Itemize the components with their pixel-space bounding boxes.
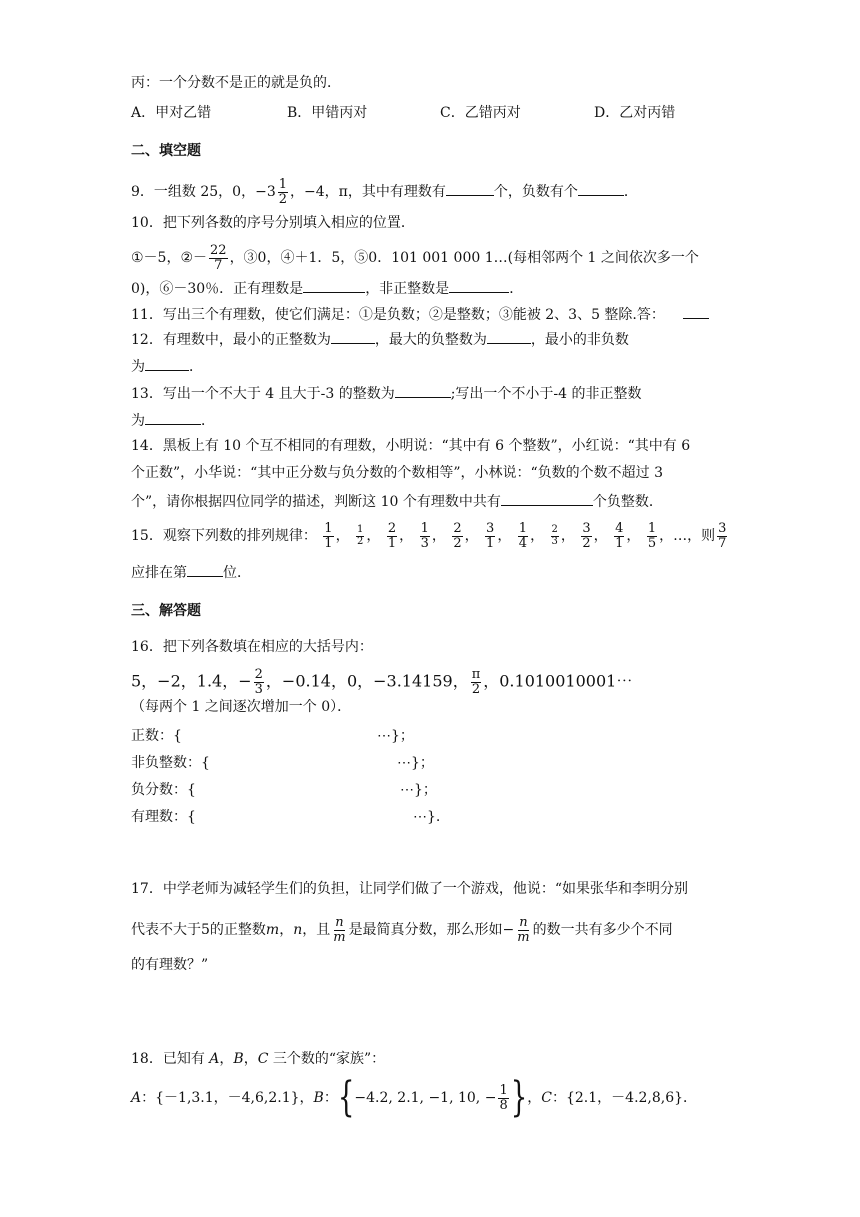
fraction: $\frac{1}{5}$ [647, 521, 657, 551]
question-16-numbers: 5，−2，1.4，− $\frac{2}{3}$ ，−0.14̇，0，−3.14159， $\frac{\pi}{2}$ ，0.1010010001⋯ [131, 667, 633, 697]
fraction: $\frac{2}{3}$ [551, 524, 558, 547]
question-18-sets: A：{－1,3.1，－4,6,2.1}，B：{−4.2, 2.1, −1, 10, − $\frac{1}{8}$ }，C：{2.1，－4.2,8,6}． [131, 1074, 698, 1123]
fraction: $\frac{2}{1}$ [387, 521, 397, 551]
fraction: $\frac{1}{2}$ [278, 177, 288, 207]
fraction: $\frac{3}{1}$ [486, 521, 495, 551]
question-17-line: 的有理数？” [131, 957, 209, 973]
section-heading: 二、填空题 [131, 143, 201, 159]
question-11: 11．写出三个有理数，使它们满足：①是负数；②是整数；③能被 2、3、5 整除.答： [131, 306, 709, 322]
set-row-neg-fraction: 负分数：{ [131, 782, 196, 798]
text-line: 丙：一个分数不是正的就是负的． [131, 75, 341, 91]
question-14-line: 个正数”，小华说：“其中正分数与负分数的个数相等”，小林说：“负数的个数不超过 3 [131, 465, 663, 481]
option-a: A．甲对乙错 [131, 105, 212, 121]
question-17-line: 17．中学老师为减轻学生们的负担，让同学们做了一个游戏，他说：“如果张华和李明分别 [131, 881, 688, 897]
question-18-line: 18．已知有 A，B，C 三个数的“家族”： [131, 1051, 386, 1067]
question-10-line: 0)，⑥－30％．正有理数是 ，非正整数是 ． [131, 281, 524, 297]
set-row-nonneg-int: 非负整数：{ [131, 755, 210, 771]
question-17-line: 代表不大于5的正整数m，n，且 $\frac{n}{m}$ 是最简真分数，那么形如− $\frac{n}{m}$ 的数一共有多少个不同 [131, 915, 673, 945]
fraction: $\frac{2}{2}$ [453, 521, 462, 551]
question-10-line: ①－5，②－ $\frac{22}{7}$ ，③0，④＋1．5，⑤0．101 001 000 1…(每相邻两个 1 之间依次多一个 [131, 243, 699, 273]
question-13-line: 为 ． [131, 413, 215, 429]
question-10-line: 10．把下列各数的序号分别填入相应的位置． [131, 215, 415, 231]
set-row-end: ⋯}； [397, 755, 434, 771]
fraction: $\frac{4}{1}$ [615, 521, 624, 551]
set-row-end: ⋯}； [400, 782, 437, 798]
set-row-rational: 有理数：{ [131, 809, 196, 825]
set-row-end: ⋯}. [413, 809, 441, 825]
question-15-line: 15．观察下列数的排列规律： $\frac{1}{1}$ ， $\frac{1}{2}$ ， $\frac{2}{1}$ ， $\frac{1}{3}$ ， $\frac{2}{2}$ ， $\frac{3}{1}$ ， $\frac{1}{4}$ ， $\frac{2}{3}$ ， $\frac{3}{2}$ ， $\frac{4}{1}$ ， $\frac{1}{5}$ ，…，则 $\frac{3}{7}$ [131, 521, 727, 551]
question-15-line: 应排在第 位． [131, 565, 251, 581]
set-row-positive: 正数：{ [131, 728, 182, 744]
question-16-note: （每两个 1 之间逐次增加一个 0）． [131, 699, 352, 715]
set-row-end: ⋯}； [377, 728, 414, 744]
section-heading: 三、解答题 [131, 603, 201, 619]
fraction: $\frac{1}{1}$ [324, 521, 333, 551]
option-b: B．甲错丙对 [287, 105, 368, 121]
fraction: $\frac{1}{2}$ [357, 524, 364, 547]
question-14-line: 个”，请你根据四位同学的描述，判断这 10 个有理数中共有 个负整数． [131, 494, 663, 510]
question-12-line: 12．有理数中，最小的正整数为 ，最大的负整数为 ，最小的非负数 [131, 332, 629, 348]
fraction: $\frac{1}{4}$ [518, 521, 528, 551]
fraction: $\frac{3}{2}$ [582, 521, 591, 551]
option-c: C．乙错丙对 [440, 105, 521, 121]
fraction: $\frac{1}{3}$ [420, 521, 429, 551]
question-14-line: 14．黑板上有 10 个互不相同的有理数，小明说：“其中有 6 个整数”，小红说：“其中有 6 [131, 438, 691, 454]
question-13-line: 13．写出一个不大于 4 且大于-3 的整数为 ;写出一个不小于-4 的非正整数 [131, 386, 642, 402]
option-d: D．乙对丙错 [594, 105, 676, 121]
question-16-title: 16．把下列各数填在相应的大括号内： [131, 639, 373, 655]
question-12-line: 为 ． [131, 359, 203, 375]
question-9: 9．一组数 25，0，−3 $\frac{1}{2}$ ，−4，π，其中有理数有 个，负数有个 ． [131, 177, 638, 207]
